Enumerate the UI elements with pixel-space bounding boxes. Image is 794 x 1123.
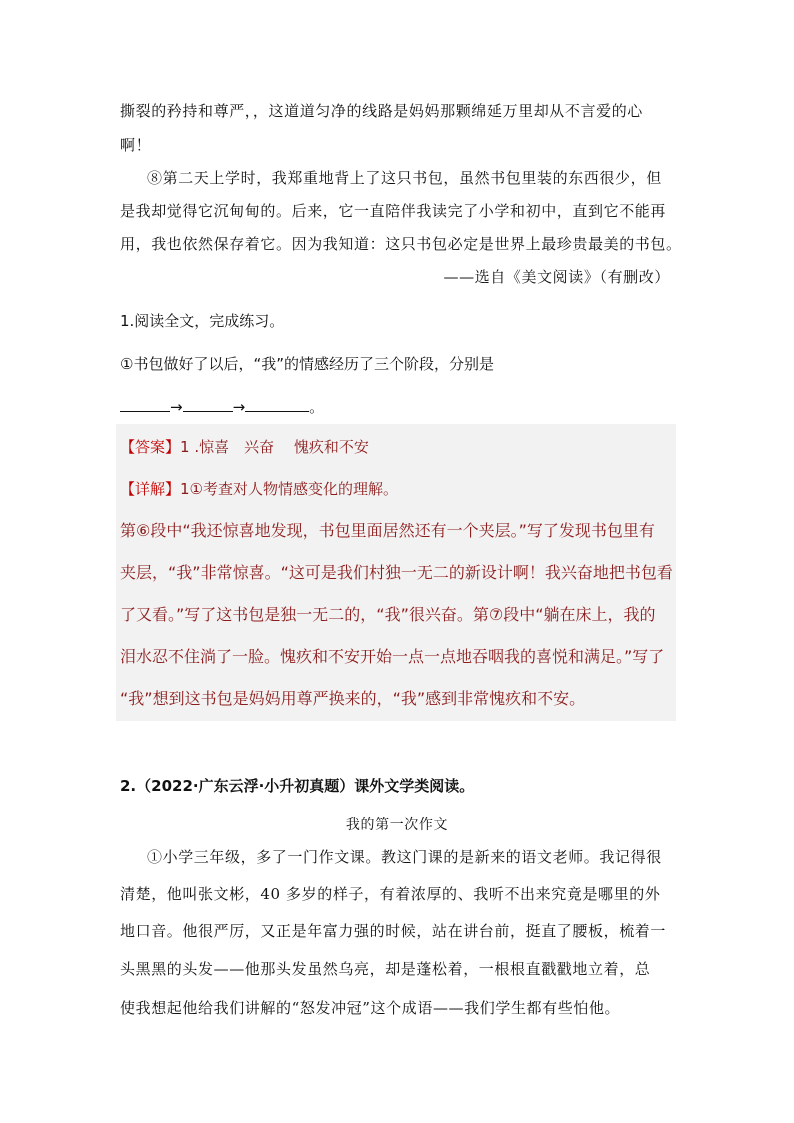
arrow: →: [232, 398, 246, 416]
answer-content: 1 .惊喜 兴奋 愧疚和不安: [180, 438, 369, 456]
detail-row: [120, 479, 398, 499]
detail-line: 泪水忍不住淌了一脸。愧疚和不安开始一点一点地吞咽我的喜悦和满足。”写了: [120, 647, 665, 666]
sentence-end: 。: [309, 398, 325, 416]
article-line: ①小学三年级，多了一门作文课。教这门课的是新来的语文老师。我记得很: [147, 848, 662, 866]
article-line: 头黑黑的头发——他那头发虽然乌亮，却是蓬松着，一根根直戳戳地立着，总: [120, 960, 651, 978]
arrow: →: [170, 398, 183, 416]
answer-row: [120, 437, 369, 457]
detail-line: 第⑥段中“我还惊喜地发现，书包里面居然还有一个夹层。”写了发现书包里有: [120, 521, 655, 540]
blank-2[interactable]: [183, 397, 233, 412]
detail-intro: 1①考查对人物情感变化的理解。: [180, 480, 399, 498]
article-line: 使我想起他给我们讲解的“怒发冲冠”这个成语——我们学生都有些怕他。: [120, 999, 621, 1017]
article-line: 地口音。他很严厉，又正是年富力强的时候，站在讲台前，挺直了腰板，梳着一: [120, 922, 667, 940]
question-instruction: 1.阅读全文，完成练习。: [120, 312, 285, 330]
question-sub-1: ①书包做好了以后，“我”的情感经历了三个阶段，分别是: [120, 355, 494, 373]
passage-paragraph-8: ⑧第二天上学时，我郑重地背上了这只书包，虽然书包里装的东西很少，但: [147, 169, 662, 187]
answer-label: 【答案】: [120, 438, 181, 456]
article-title: 我的第一次作文: [345, 817, 449, 833]
blank-3[interactable]: [245, 397, 309, 412]
detail-line: 夹层，“我”非常惊喜。“这可是我们村独一无二的新设计啊！我兴奋地把书包看: [120, 563, 673, 582]
question-2-heading: 2.（2022·广东云浮·小升初真题）课外文学类阅读。: [120, 777, 475, 795]
detail-line: “我”想到这书包是妈妈用尊严换来的，“我”感到非常愧疚和不安。: [120, 689, 586, 708]
passage-line: 撕裂的矜持和尊严，，这道道匀净的线路是妈妈那颗绵延万里却从不言爱的心: [120, 102, 643, 120]
article-line: 清楚，他叫张文彬，40 多岁的样子，有着浓厚的、我听不出来究竟是哪里的外: [120, 885, 661, 903]
passage-line: 用，我也依然保存着它。因为我知道：这只书包必定是世界上最珍贵最美的书包。: [120, 235, 682, 253]
passage-line: 是我却觉得它沉甸甸的。后来，它一直陪伴我读完了小学和初中，直到它不能再: [120, 202, 667, 220]
blank-1[interactable]: [120, 397, 170, 412]
passage-line: 啊！: [120, 136, 152, 154]
detail-label: 【详解】: [120, 480, 181, 498]
detail-line: 了又看。”写了这书包是独一无二的，“我”很兴奋。第⑦段中“躺在床上，我的: [120, 605, 656, 624]
answer-blanks-row: [120, 397, 324, 417]
passage-source: ——选自《美文阅读》（有删改）: [443, 268, 670, 286]
